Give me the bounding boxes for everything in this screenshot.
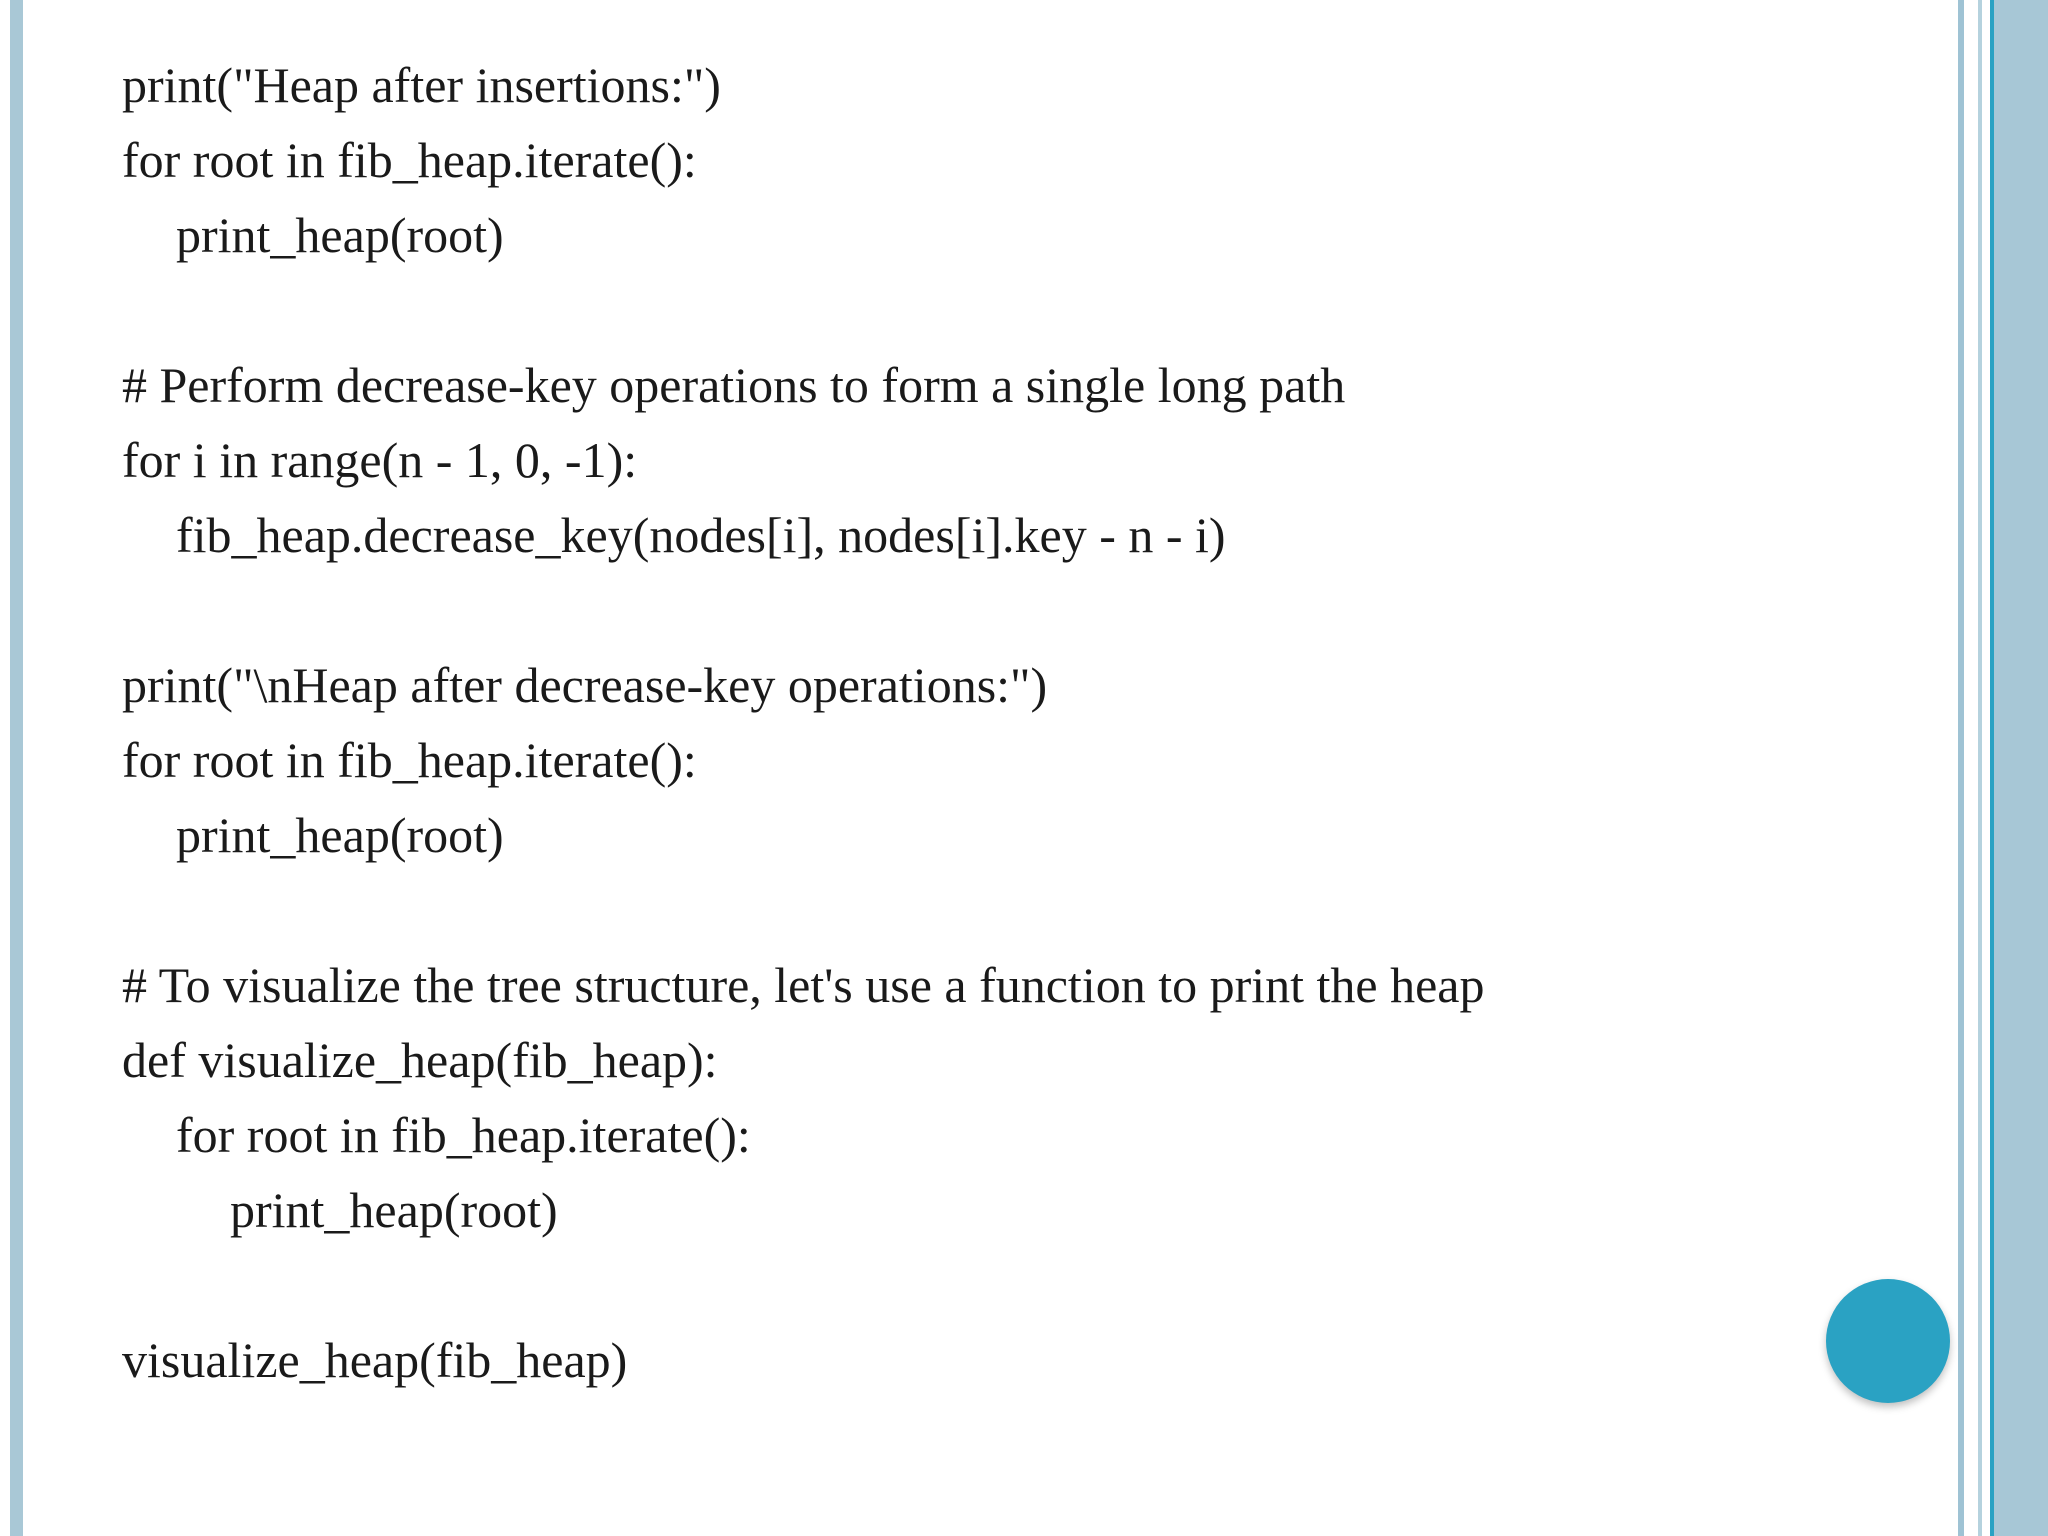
code-line: print("\nHeap after decrease-key operations:") [122,657,1048,713]
code-line: print_heap(root) [176,207,504,263]
code-line: print_heap(root) [230,1182,558,1238]
frame-line [1978,0,1982,1536]
code-line: visualize_heap(fib_heap) [122,1332,628,1388]
code-line: def visualize_heap(fib_heap): [122,1032,718,1088]
code-line: for root in fib_heap.iterate(): [122,132,697,188]
frame-line [1958,0,1964,1536]
code-line: fib_heap.decrease_key(nodes[i], nodes[i].key - n - i) [176,507,1226,563]
code-line: for root in fib_heap.iterate(): [176,1107,751,1163]
code-line: for i in range(n - 1, 0, -1): [122,432,638,488]
blank-line [122,873,1722,948]
circle-accent-decoration [1826,1279,1950,1403]
code-block [122,48,1722,1398]
code-comment: # Perform decrease-key operations to form a single long path [122,357,1346,413]
code-line: print("Heap after insertions:") [122,57,721,113]
blank-line [122,273,1722,348]
code-comment: # To visualize the tree structure, let's use a function to print the heap [122,957,1485,1013]
code-line: for root in fib_heap.iterate(): [122,732,697,788]
left-border-decoration [10,0,23,1536]
code-line: print_heap(root) [176,807,504,863]
blank-line [122,1248,1722,1323]
frame-band [1990,0,2048,1536]
blank-line [122,573,1722,648]
right-border-decoration [1958,0,2048,1536]
